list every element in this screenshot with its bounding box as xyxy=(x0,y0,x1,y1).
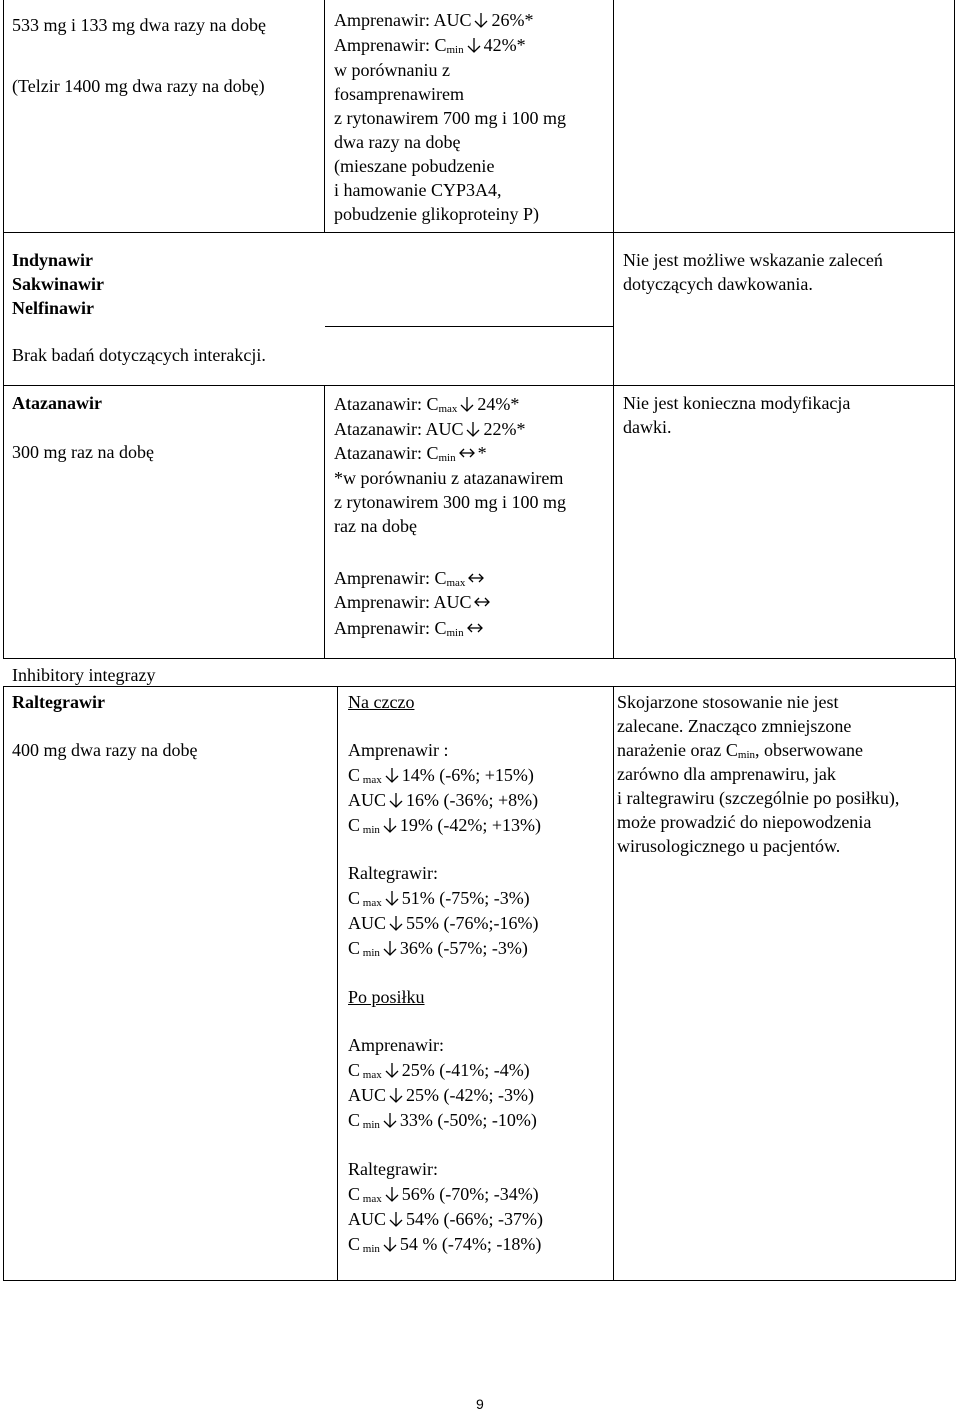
subgroup-label: Amprenawir: xyxy=(348,1035,444,1055)
comparison-text: raz na dobę xyxy=(334,516,417,536)
drug-name: Nelfinawir xyxy=(12,298,94,318)
pk-line: AUC 55% (-76%;-16%) xyxy=(348,913,539,933)
pk-line: C $_{min}$ 19% (-42%; +13%) xyxy=(348,815,542,836)
down-arrow-icon xyxy=(384,767,400,783)
left-right-arrow-icon xyxy=(473,594,491,610)
drug-name: Raltegrawir xyxy=(12,692,105,712)
comparison-text: (mieszane pobudzenie xyxy=(334,156,495,176)
pk-line: AUC 25% (-42%; -3%) xyxy=(348,1085,534,1105)
recommendation-text: dotyczących dawkowania. xyxy=(623,274,813,294)
recommendation-text: zalecane. Znacząco zmniejszone xyxy=(617,716,852,736)
comparison-text: w porównaniu z xyxy=(334,60,450,80)
amp-cmin-line: Amprenawir: $C_{min}$ xyxy=(334,616,486,641)
pk-line: C $_{min}$ 54 % (-74%; -18%) xyxy=(348,1234,542,1255)
comparison-text: i hamowanie CYP3A4, xyxy=(334,180,502,200)
recommendation-text: zarówno dla amprenawiru, jak xyxy=(617,764,836,784)
drug-name: Atazanawir xyxy=(12,393,102,413)
pk-line: C $_{max}$ 51% (-75%; -3%) xyxy=(348,888,530,909)
drug-name: Sakwinawir xyxy=(12,274,105,294)
subgroup-label: Raltegrawir: xyxy=(348,1159,438,1179)
down-arrow-icon xyxy=(384,1062,400,1078)
subgroup-label: Raltegrawir: xyxy=(348,863,438,883)
down-arrow-icon xyxy=(473,12,489,28)
left-right-arrow-icon xyxy=(467,570,485,586)
drug-name: Indynawir xyxy=(12,250,94,270)
down-arrow-icon xyxy=(384,1186,400,1202)
ata-cmin-line: Atazanawir: $C_{min}$ * xyxy=(334,443,487,464)
comparison-text: fosamprenawirem xyxy=(334,84,464,104)
recommendation-text: może prowadzić do niepowodzenia xyxy=(617,812,872,832)
down-arrow-icon xyxy=(465,421,481,437)
down-arrow-icon xyxy=(388,915,404,931)
comparison-text: pobudzenie glikoproteiny P) xyxy=(334,204,539,224)
section-heading: Inhibitory integrazy xyxy=(12,665,156,685)
recommendation-text: narażenie oraz $C_{min}$, obserwowane xyxy=(617,740,864,761)
comparison-text: dwa razy na dobę xyxy=(334,132,461,152)
down-arrow-icon xyxy=(388,1087,404,1103)
recommendation-text: i raltegrawiru (szczególnie po posiłku), xyxy=(617,788,900,808)
down-arrow-icon xyxy=(382,940,398,956)
pk-line: C $_{max}$ 14% (-6%; +15%) xyxy=(348,765,534,786)
recommendation-text: Skojarzone stosowanie nie jest xyxy=(617,692,839,712)
pk-line: C $_{max}$ 56% (-70%; -34%) xyxy=(348,1184,539,1205)
down-arrow-icon xyxy=(382,1112,398,1128)
dose-line-1: 533 mg i 133 mg dwa razy na dobę xyxy=(12,15,266,35)
comparison-text: *w porównaniu z atazanawirem xyxy=(334,468,564,488)
ata-auc-line: Atazanawir: AUC 22%* xyxy=(334,419,526,439)
recommendation-text: dawki. xyxy=(623,417,672,437)
pk-line: AUC 16% (-36%; +8%) xyxy=(348,790,539,810)
pk-line: C $_{max}$ 25% (-41%; -4%) xyxy=(348,1060,530,1081)
left-right-arrow-icon xyxy=(466,620,484,636)
pk-line: AUC 54% (-66%; -37%) xyxy=(348,1209,543,1229)
down-arrow-icon xyxy=(388,792,404,808)
down-arrow-icon xyxy=(382,817,398,833)
down-arrow-icon xyxy=(384,890,400,906)
comparison-text: z rytonawirem 700 mg i 100 mg xyxy=(334,108,566,128)
ata-cmax-line: Atazanawir: $C_{max}$ 24%* xyxy=(334,394,520,415)
dose-text: 400 mg dwa razy na dobę xyxy=(12,740,198,760)
recommendation-text: Nie jest możliwe wskazanie zaleceń xyxy=(623,250,883,270)
down-arrow-icon xyxy=(466,37,482,53)
fed-heading: Po posiłku xyxy=(348,987,425,1007)
recommendation-text: wirusologicznego u pacjentów. xyxy=(617,836,841,856)
left-right-arrow-icon xyxy=(458,445,476,461)
pk-line: C $_{min}$ 33% (-50%; -10%) xyxy=(348,1110,537,1131)
amp-cmax-line: Amprenawir: $C_{max}$ xyxy=(334,566,487,591)
recommendation-text: Nie jest konieczna modyfikacja xyxy=(623,393,851,413)
down-arrow-icon xyxy=(388,1211,404,1227)
amp-cmin-line: Amprenawir: $C_{min}$ 42%* xyxy=(334,35,526,56)
dose-line-2: (Telzir 1400 mg dwa razy na dobę) xyxy=(12,76,265,96)
dose-text: 300 mg raz na dobę xyxy=(12,442,154,462)
amp-auc-line: Amprenawir: AUC 26%* xyxy=(334,10,534,30)
down-arrow-icon xyxy=(382,1236,398,1252)
no-study-note: Brak badań dotyczących interakcji. xyxy=(12,345,266,365)
down-arrow-icon xyxy=(459,396,475,412)
fasting-heading: Na czczo xyxy=(348,692,415,712)
page-number: 9 xyxy=(476,1396,484,1412)
subgroup-label: Amprenawir : xyxy=(348,740,449,760)
amp-auc-line: Amprenawir: AUC xyxy=(334,590,493,615)
pk-line: C $_{min}$ 36% (-57%; -3%) xyxy=(348,938,528,959)
comparison-text: z rytonawirem 300 mg i 100 mg xyxy=(334,492,566,512)
